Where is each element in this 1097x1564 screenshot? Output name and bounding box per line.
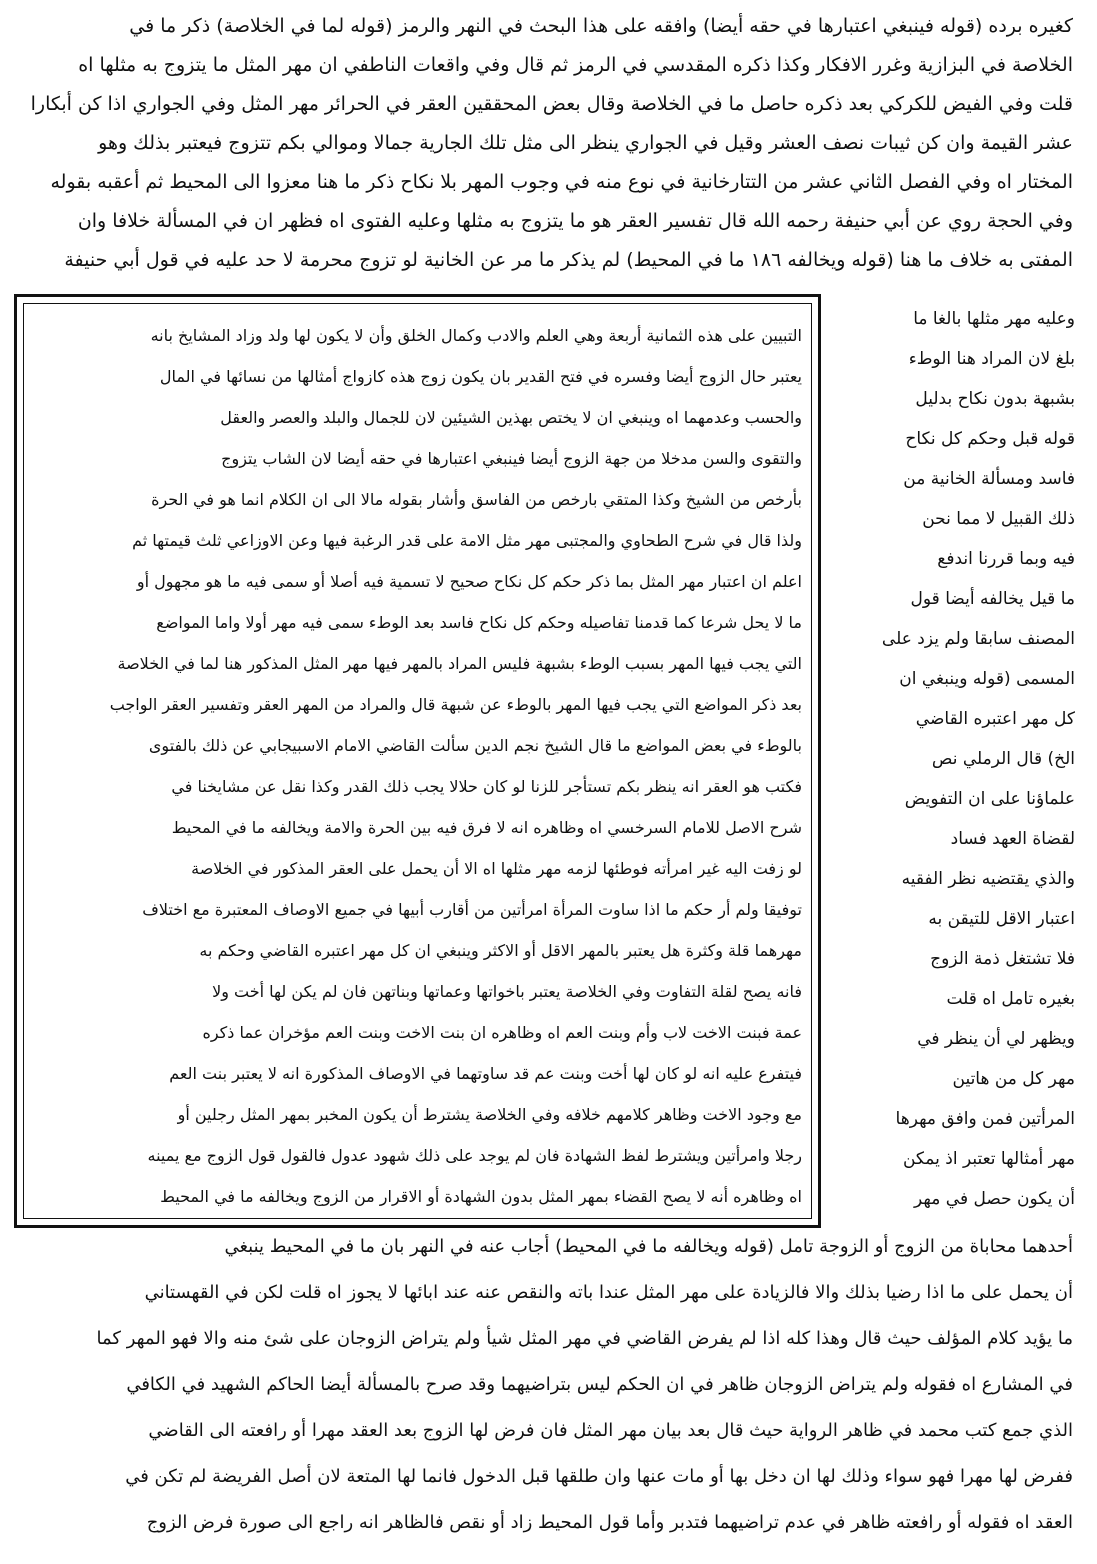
text-line: الخ) قال الرملي نص [931,749,1075,769]
text-line: فيتفرع عليه انه لو كان لها أخت وبنت عم قد ساوتهما في الاوصاف المذكورة انه لا يعتبر بنت العم [169,1064,802,1083]
text-line: المرأتين فمن وافق مهرها [895,1109,1075,1129]
text-line: قوله قبل وحكم كل نكاح [905,429,1075,449]
text-line: والتقوى والسن مدخلا من جهة الزوج أيضا فينبغي اعتبارها في حقه أيضا لان الشاب يتزوج [221,449,802,468]
text-line: عشر القيمة وان كن ثيبات نصف العشر وقيل في الجواري ينظر الى مثل تلك الجارية جمالا وموالي بكم تتزوج فيعتبر بذلك وهو [98,132,1073,154]
text-line: ذلك القبيل لا مما نحن [922,509,1075,529]
text-line: فكتب هو العقر انه ينظر بكم تستأجر للزنا لو كان حلالا يجب ذلك القدر وكذا نقل عن مشايخنا في [171,777,802,796]
text-line: الذي جمع كتب محمد في ظاهر الرواية حيث قال بعد بيان مهر المثل فان فرض لها الزوج بعد العقد مهرا أو رافعته الى القاضي [148,1420,1073,1441]
text-line: والحسب وعدمهما اه وينبغي ان لا يختص بهذين الشيئين لان للجمال والبلد والعصر والعقل [220,408,802,427]
text-line: توفيقا ولم أر حكم ما اذا ساوت المرأة امرأتين من أقارب أبيها في جميع الاوصاف المعتبرة مع اختلاف [142,900,802,919]
text-line: قلت وفي الفيض للكركي بعد ذكره حاصل ما في الخلاصة وقال بعض المحققين العقر في الحرائر مهر المثل وفي الجواري اذا كن أبكارا [30,93,1073,115]
text-line: ما لا يحل شرعا كما قدمنا تفاصيله وحكم كل نكاح فاسد بعد الوطء سمى فيه مهر أولا واما المواضع [156,613,802,632]
text-line: ويظهر لي أن ينظر في [917,1029,1075,1049]
text-line: العقد اه فقوله أو رافعته ظاهر في عدم تراضيهما فتدبر وأما قول المحيط زاد أو نقص فالظاهر انه راجع الى صورة فرض الزوج [146,1512,1073,1533]
text-line: بعد ذكر المواضع التي يجب فيها المهر بالوطء عن شبهة قال والمراد من المهر العقر وتفسير العقر الواجب [109,695,802,714]
text-line: ولذا قال في شرح الطحاوي والمجتبى مهر مثل الامة على قدر الرغبة فيها وعن الاوزاعي ثلث قيمتها ثم [132,531,802,550]
text-line: فانه يصح لقلة التفاوت وفي الخلاصة يعتبر باخواتها وعماتها وبناتهن فان لم يكن لها أخت ولا [212,982,802,1001]
text-line: ما قيل يخالفه أيضا قول [910,589,1075,609]
text-line: التي يجب فيها المهر بسبب الوطء بشبهة فليس المراد بالمهر فيها مهر المثل المذكور هنا لما في الخلاصة [117,654,802,673]
text-line: لو زفت اليه غير امرأته فوطئها لزمه مهر مثلها اه الا أن يحمل على العقر المذكور في الخلاصة [191,859,802,878]
text-line: كغيره برده (قوله فينبغي اعتبارها في حقه أيضا) وافقه على هذا البحث في النهر والرمز (قوله لما في الخلاصة) ذكر ما في [129,15,1073,37]
text-line: وفي الحجة روي عن أبي حنيفة رحمه الله قال تفسير العقر هو ما يتزوج به مثلها وعليه الفتوى اه فظهر ان في المسألة خلافا وان [77,210,1073,232]
text-line: مع وجود الاخت وظاهر كلامهم خلافه وفي الخلاصة يشترط أن يكون المخبر بمهر المثل رجلين أو [177,1105,802,1124]
text-line: فاسد ومسألة الخانية من [903,469,1075,489]
text-line: يعتبر حال الزوج أيضا وفسره في فتح القدير بان يكون زوج هذه كازواج أمثالها من نسائها في المال [159,367,802,386]
text-line: أن يكون حصل في مهر [914,1189,1075,1209]
text-line: ما يؤيد كلام المؤلف حيث قال وهذا كله اذا لم يفرض القاضي في مهر المثل شيأ ولم يتراض الزوجان على شئ منه والا فهو المهر كما [96,1328,1073,1349]
text-line: في المشارع اه فقوله ولم يتراض الزوجان ظاهر في ان الحكم ليس بتراضيهما وقد صرح بالمسألة أيضا الحاكم الشهيد في الكافي [126,1374,1073,1395]
text-line: المفتى به خلاف ما هنا (قوله ويخالفه ١٨٦ ما في المحيط) لم يذكر ما مر عن الخانية لو تزوج محرمة لا حد عليه في قول أبي حنيفة [64,249,1073,271]
text-line: رجلا وامرأتين ويشترط لفظ الشهادة فان لم يوجد على ذلك شهود عدول فالقول قول الزوج مع يمينه [147,1146,802,1165]
text-line: علماؤنا على ان التفويض [904,789,1075,809]
text-line: أحدهما محاباة من الزوج أو الزوجة تامل (قوله ويخالفه ما في المحيط) أجاب عنه في النهر بان ما في المحيط ينبغي [224,1236,1073,1257]
text-line: بغيره تامل اه قلت [946,989,1075,1009]
text-line: المسمى (قوله وينبغي ان [899,669,1075,689]
text-line: مهرهما قلة وكثرة هل يعتبر بالمهر الاقل أو الاكثر وينبغي ان كل مهر اعتبره القاضي وحكم به [199,941,802,960]
text-line: بأرخص من الشيخ وكذا المتقي بارخص من الفاسق وأشار بقوله مالا الى ان الكلام انما هو في الحرة [151,490,802,509]
text-line: بشبهة بدون نكاح بدليل [915,389,1075,409]
text-line: اه وظاهره أنه لا يصح القضاء بمهر المثل بدون الشهادة أو الاقرار من الزوج ويخالفه ما في المحيط [160,1187,802,1206]
text-line: اعلم ان اعتبار مهر المثل بما ذكر حكم كل نكاح صحيح لا تسمية فيه أصلا أو سمى فيه ما هو مجهول أو [136,572,802,591]
text-line: والذي يقتضيه نظر الفقيه [901,869,1075,889]
text-line: بلغ لان المراد هنا الوطء [908,349,1075,369]
text-line: مهر أمثالها تعتبر اذ يمكن [902,1149,1075,1169]
text-line: مهر كل من هاتين [952,1069,1075,1089]
text-line: ففرض لها مهرا فهو سواء وذلك لها ان دخل بها أو مات عنها وان طلقها قبل الدخول فانما لها المتعة لان أصل الفريضة لم تكن في [125,1466,1073,1487]
text-line: اعتبار الاقل للتيقن به [928,909,1075,929]
text-line: أن يحمل على ما اذا رضيا بذلك والا فالزيادة على مهر المثل عندا باته والنقص عنه عند ابائها لا يجوز اه قلت لكن في القهستاني [144,1282,1073,1303]
text-line: فلا تشتغل ذمة الزوج [930,949,1075,969]
text-line: الخلاصة في البزازية وغرر الافكار وكذا ذكره المقدسي في الرمز ثم قال وفي واقعات الناطفي ان مهر المثل ما يتزوج به مثلها اه [78,54,1073,76]
text-line: فيه وبما قررنا اندفع [937,549,1075,569]
text-line: بالوطء في بعض المواضع ما قال الشيخ نجم الدين سألت القاضي الامام الاسبيجابي عن ذلك بالفتوى [148,736,802,755]
text-line: المختار اه وفي الفصل الثاني عشر من التتارخانية في نوع منه في وجوب المهر بلا نكاح ذكر ما هنا معزوا الى المحيط ثم أعقبه بقوله [50,171,1073,193]
text-line: لقضاة العهد فساد [950,829,1075,849]
text-line: وعليه مهر مثلها بالغا ما [913,309,1075,329]
text-line: شرح الاصل للامام السرخسي اه وظاهره انه لا فرق فيه بين الحرة والامة ويخالفه ما في المحيط [171,818,802,837]
text-line: المصنف سابقا ولم يزد على [881,629,1075,649]
text-line: التبيين على هذه الثمانية أربعة وهي العلم والادب وكمال الخلق وأن لا يكون لها ولد وزاد المشايخ بانه [150,326,802,345]
text-line: كل مهر اعتبره القاضي [915,709,1075,729]
text-line: عمة فبنت الاخت لاب وأم وبنت العم اه وظاهره ان بنت الاخت وبنت العم مؤخران عما ذكره [202,1023,802,1042]
